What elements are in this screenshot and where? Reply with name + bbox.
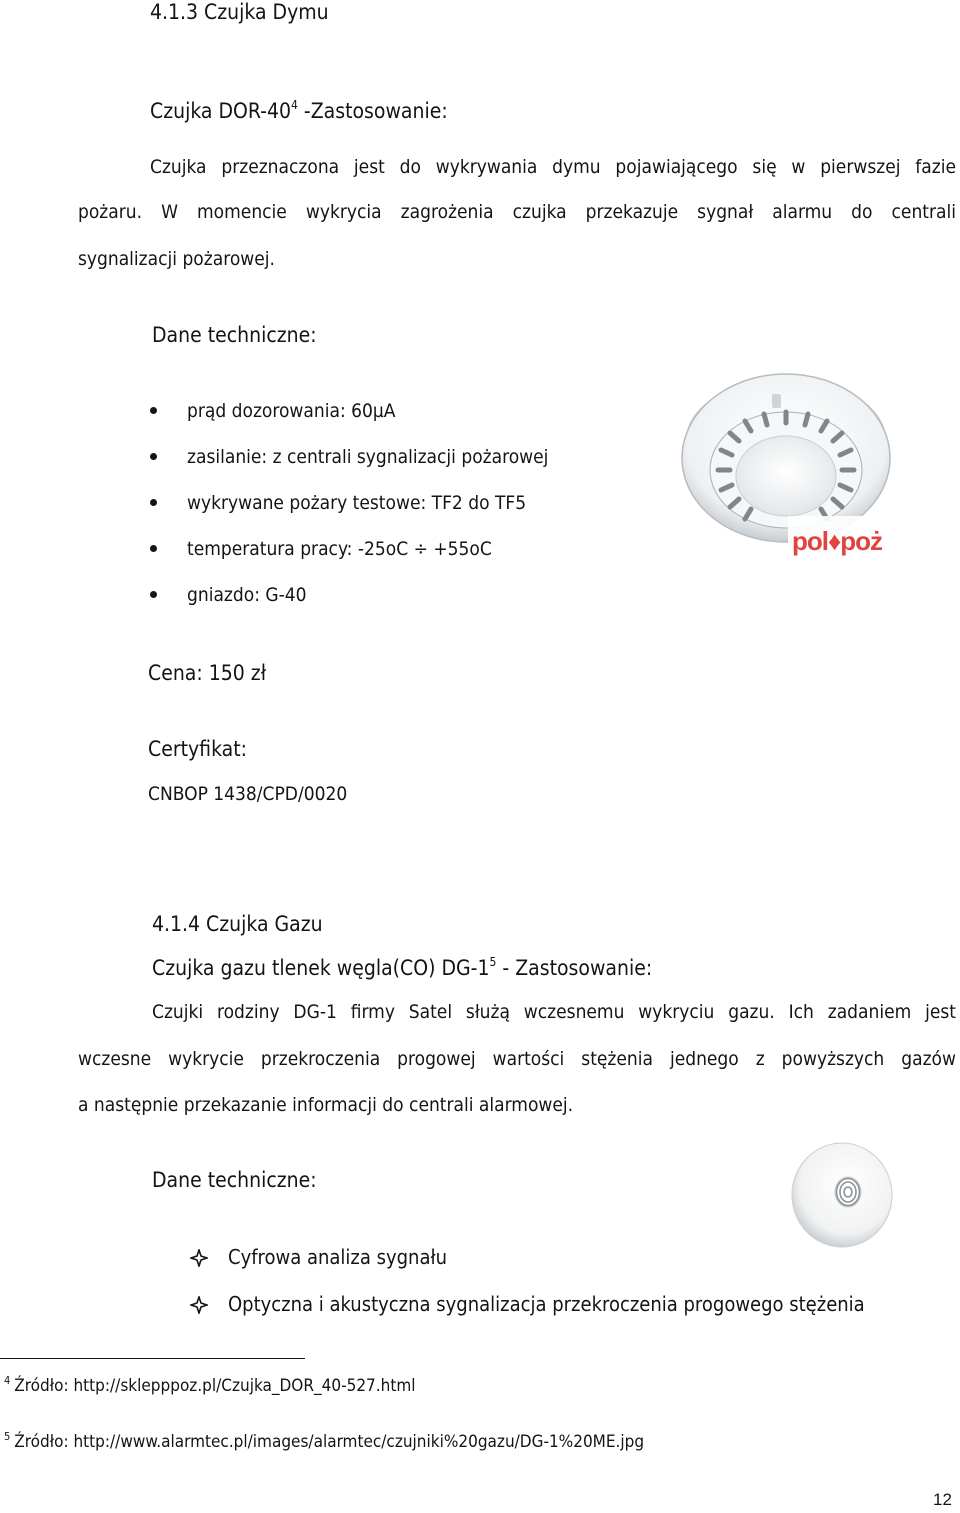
footnote-4: $^4$ Źródło: http://sklepppoz.pl/Czujka_DOR_40-527.html — [4, 1374, 416, 1396]
description-line-1: Czujka przeznaczona jest do wykrywania dymu pojawiającego się w pierwszej fazie — [150, 156, 956, 178]
gas-detector-image — [776, 1128, 906, 1258]
bullet-icon — [150, 591, 157, 598]
feature-item: Optyczna i akustyczna sygnalizacja przekroczenia progowego stężenia — [190, 1291, 865, 1338]
footnote-5: $^5$ Źródło: http://www.alarmtec.pl/images/alarmtec/czujniki%20gazu/DG-1%20ME.jpg — [4, 1430, 645, 1452]
section-heading-gas: 4.1.4 Czujka Gazu — [152, 912, 323, 936]
spec-list — [150, 398, 548, 628]
section-heading-smoke: 4.1.3 Czujka Dymu — [150, 0, 329, 24]
gas-description-line-2: wczesne wykrycie przekroczenia progowej wartości stężenia jednego z powyższych gazów — [78, 1048, 956, 1070]
bullet-icon — [150, 453, 157, 460]
footnote-separator — [0, 1358, 305, 1359]
feature-list — [190, 1244, 865, 1338]
polpoz-watermark: pol♦poż — [792, 526, 883, 556]
product-title-dor40: Czujka DOR-$40^4$ -Zastosowanie: — [150, 98, 448, 123]
spec-item: gniazdo: G-40 — [150, 582, 548, 628]
bullet-icon — [150, 545, 157, 552]
gas-description-line-3: a następnie przekazanie informacji do centrali alarmowej. — [78, 1094, 574, 1116]
diamond-bullet-icon — [190, 1249, 208, 1267]
bullet-icon — [150, 407, 157, 414]
cert-value: CNBOP 1438/CPD/0020 — [148, 783, 348, 805]
spec-item: prąd dozorowania: 60µA — [150, 398, 548, 444]
tech-heading-smoke: Dane techniczne: — [152, 323, 317, 347]
spec-item: temperatura pracy: -25oC ÷ +55oC — [150, 536, 548, 582]
product-title-dg1: Czujka gazu tlenek węgla(CO) $DG-1^5$ - Zastosowanie: — [152, 955, 653, 980]
gas-description-line-1: Czujki rodziny DG-1 firmy Satel służą wczesnemu wykryciu gazu. Ich zadaniem jest — [152, 1001, 956, 1023]
smoke-detector-image — [668, 366, 908, 586]
feature-item: Cyfrowa analiza sygnału — [190, 1244, 865, 1291]
tech-heading-gas: Dane techniczne: — [152, 1168, 317, 1192]
description-line-2: pożaru. W momencie wykrycia zagrożenia czujka przekazuje sygnał alarmu do centrali — [78, 201, 956, 223]
bullet-icon — [150, 499, 157, 506]
page-number: 12 — [933, 1490, 952, 1509]
cert-heading: Certyfikat: — [148, 737, 247, 761]
spec-item: zasilanie: z centrali sygnalizacji pożarowej — [150, 444, 548, 490]
price: Cena: 150 zł — [148, 661, 267, 685]
gas-detector-icon — [776, 1128, 906, 1258]
diamond-bullet-icon — [190, 1296, 208, 1314]
spec-item: wykrywane pożary testowe: TF2 do TF5 — [150, 490, 548, 536]
description-line-3: sygnalizacji pożarowej. — [78, 248, 275, 270]
